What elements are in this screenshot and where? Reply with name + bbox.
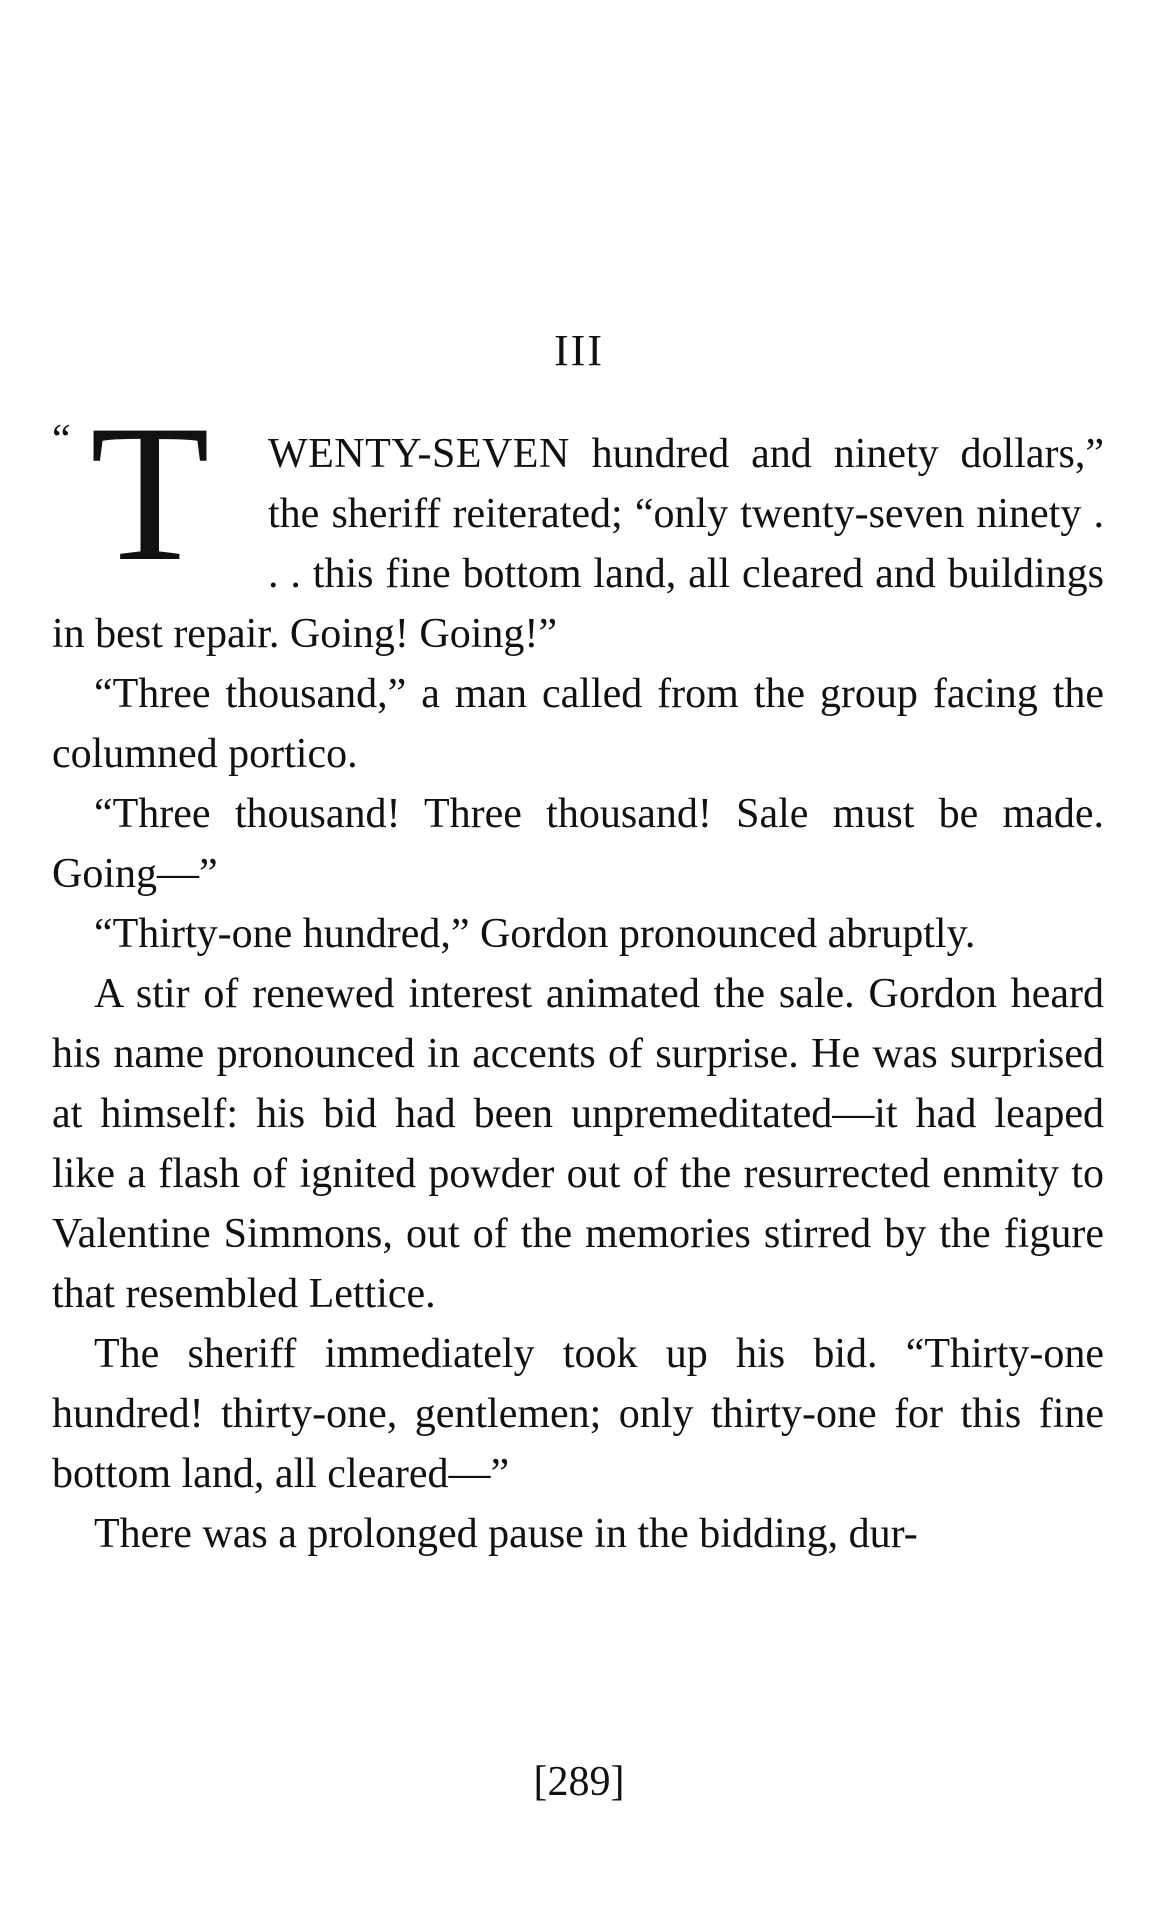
paragraph: There was a prolonged pause in the bidding, dur- — [94, 1511, 918, 1557]
paragraph: The sheriff immediately took up his bid. “Thirty-one hundred! thirty-one, gentlemen; only thirty-one for this fine bottom land, all cleared—” — [52, 1331, 1104, 1497]
drop-cap-block — [52, 385, 262, 602]
paragraph: “Three thousand,” a man called from the group facing the columned portico. — [52, 671, 1104, 777]
paragraph: A stir of renewed interest animated the sale. Gordon heard his name pronounced in accents of surprise. He was surprised at himself: his bid had been unpremeditated—it had leaped like a flash of ignited powder out of the resurrected enmity to Valentine Simmons, out of the memories stirred by the figure that resembled Lettice. — [52, 971, 1104, 1317]
opening-quote-mark: “ — [52, 417, 71, 463]
opening-paragraph — [52, 385, 1104, 664]
drop-cap-letter: T — [90, 385, 210, 602]
body-text — [52, 385, 1104, 1564]
opening-text: hundred and ninety dollars,” the sheriff reiterated; “only twenty-seven ninety . . . this fine bottom land, all cleared and buildings in best repair. Going! Going!” — [52, 431, 1104, 657]
chapter-heading: III — [554, 326, 604, 375]
paragraph: “Thirty-one hundred,” Gordon pronounced abruptly. — [94, 911, 976, 957]
paragraph: “Three thousand! Three thousand! Sale must be made. Going—” — [52, 791, 1104, 897]
opening-lead-caps: WENTY-SEVEN — [268, 431, 570, 477]
page-number: [289] — [533, 1759, 625, 1805]
